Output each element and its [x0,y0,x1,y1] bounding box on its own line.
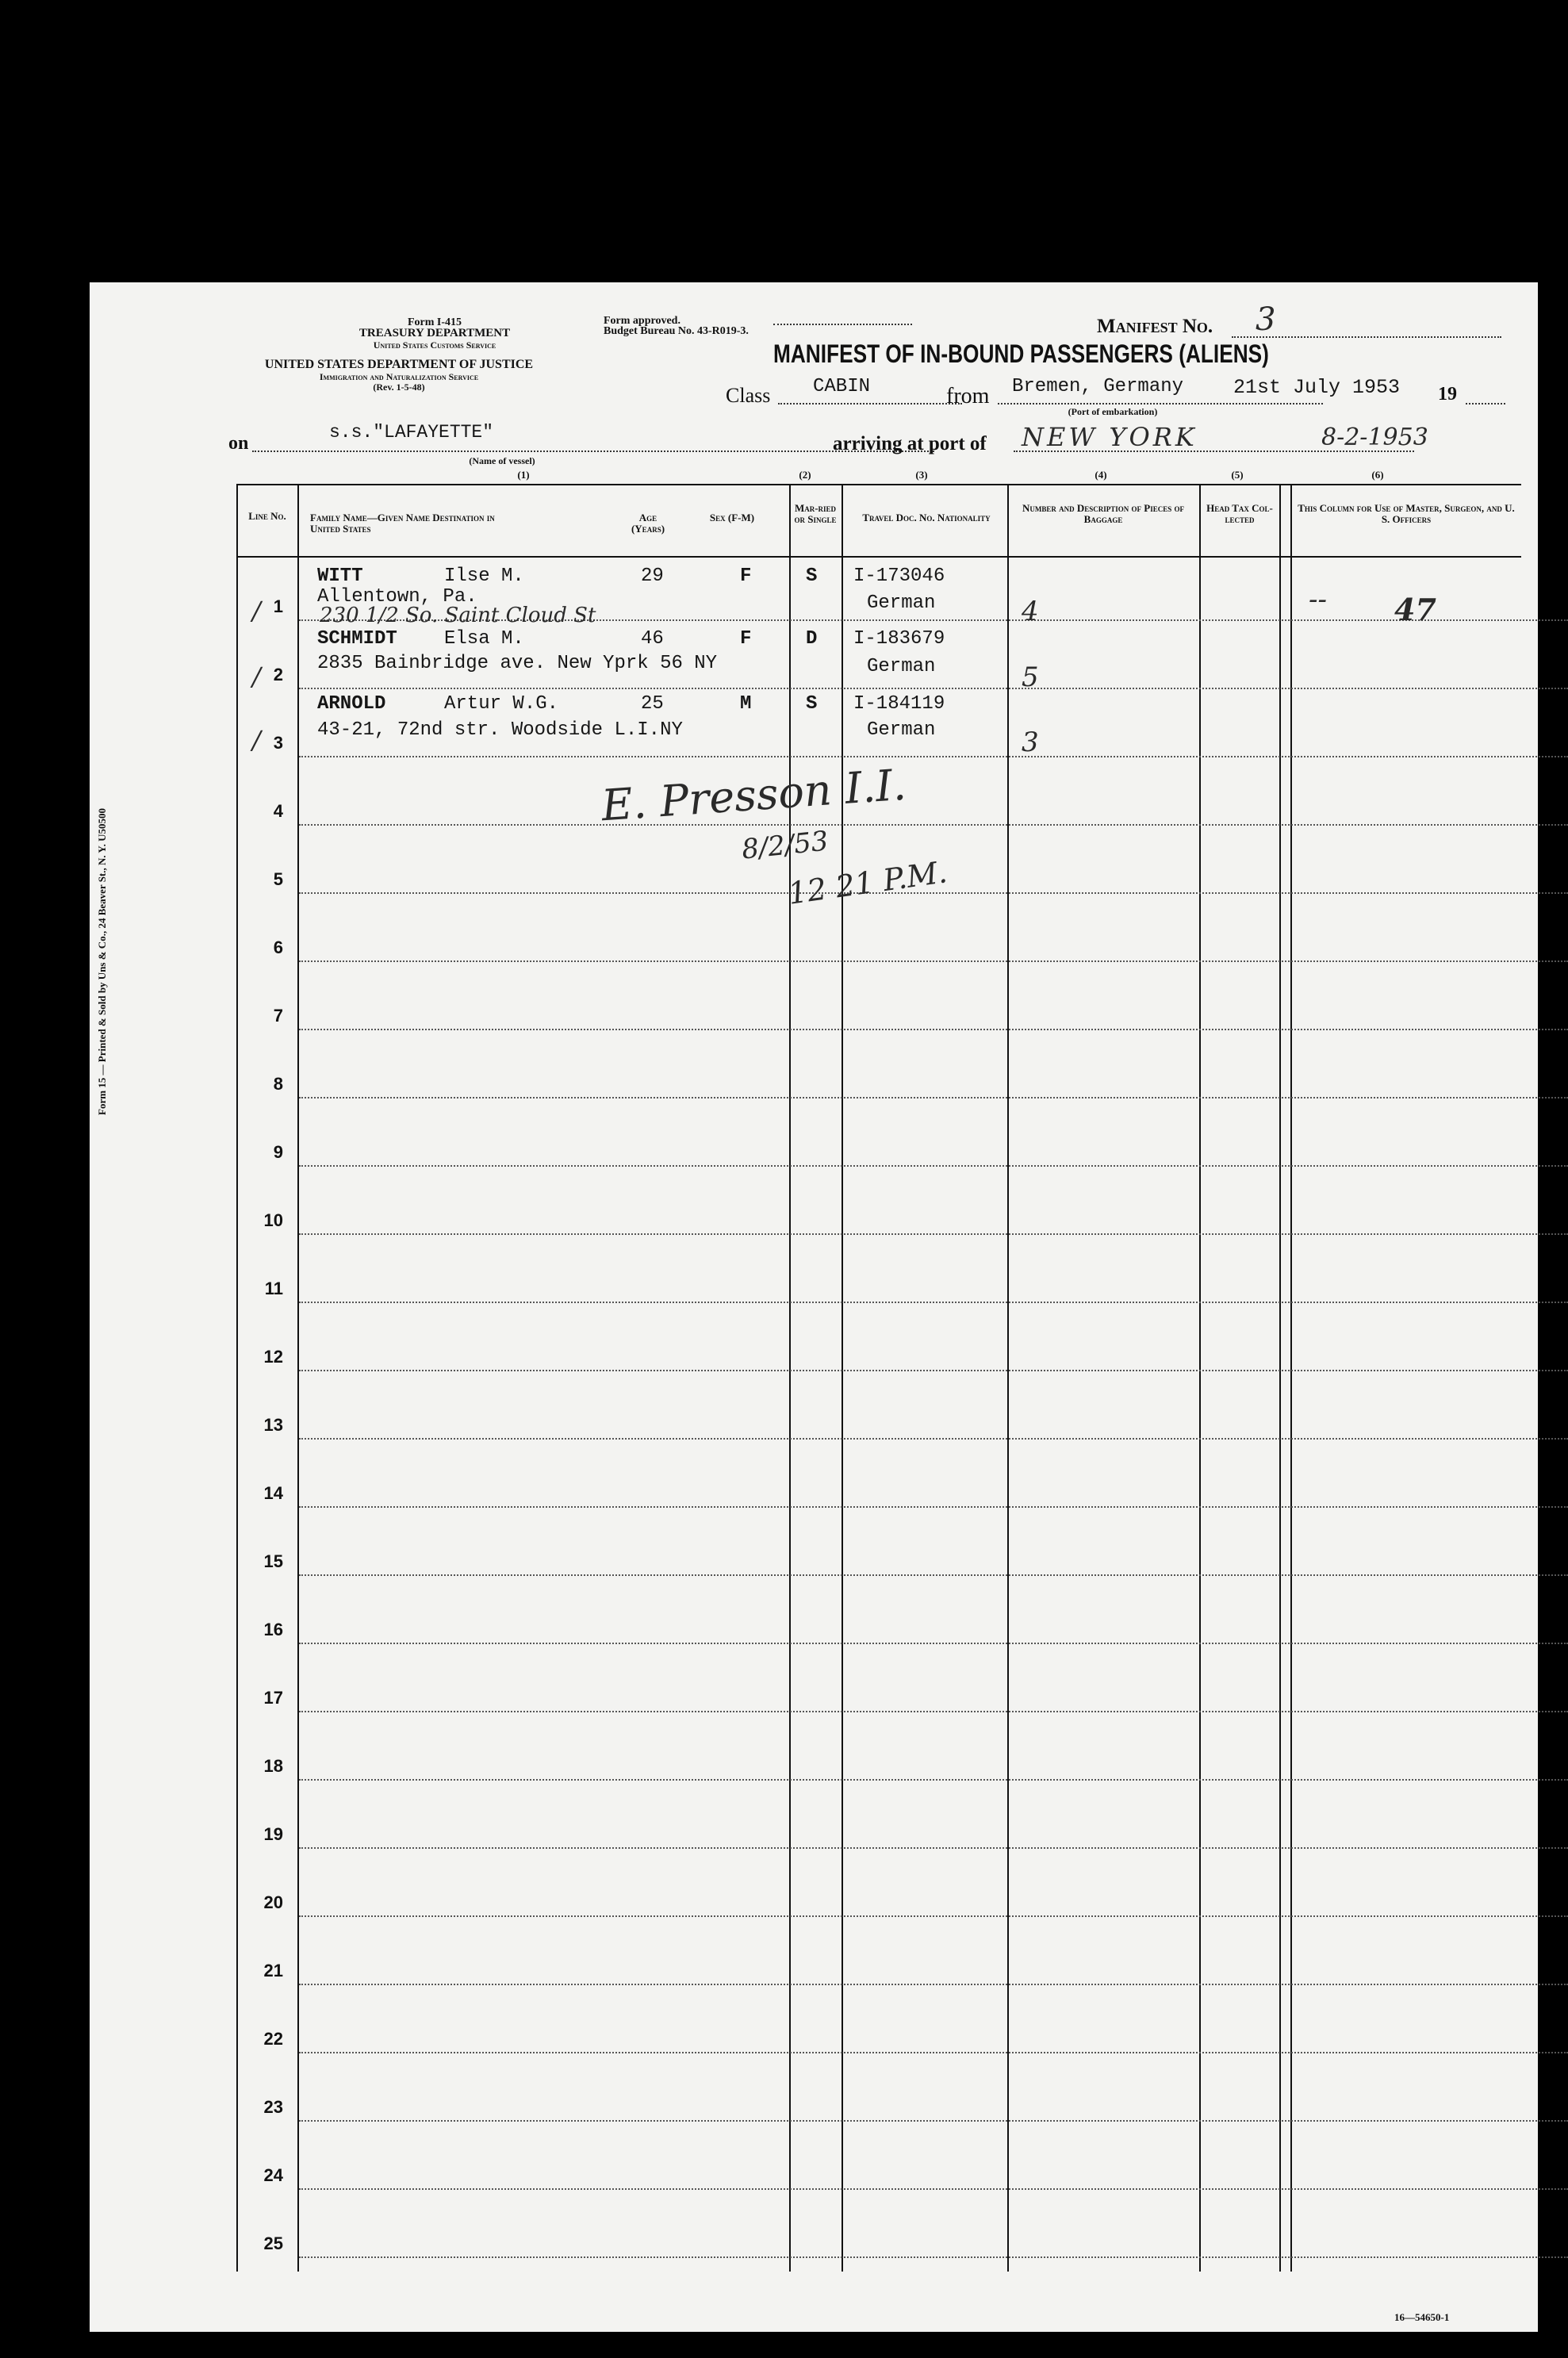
row-rule [299,892,1568,894]
line-number: 5 [273,869,283,889]
title-aliens: (ALIENS) [1179,339,1269,368]
header-married: Mar-ried or Single [794,502,837,525]
line-number: 3 [273,733,283,753]
line-number: 1 [273,596,283,616]
row-rule [299,1984,1568,1985]
passenger-2-nationality: German [867,656,936,677]
inspection-time: 12 21 P.M. [785,854,949,911]
justice-dept: UNITED STATES DEPARTMENT OF JUSTICE [264,358,534,371]
passenger-1-sex: F [740,566,752,587]
passenger-3-age: 25 [641,693,664,715]
passenger-1-nationality: German [867,592,936,614]
check-mark-icon: / [252,661,261,692]
row-rule [299,1165,1568,1167]
row-rule [299,1097,1568,1098]
line-number: 11 [264,1279,283,1298]
line-number: 25 [263,2233,283,2253]
ins-service: Immigration and Naturalization Service [319,371,479,382]
customs-service: United States Customs Service [373,339,496,351]
passenger-1-surname: WITT [317,566,363,587]
passenger-2-sex: F [740,628,752,650]
passenger-1-doc: I-173046 [853,566,945,587]
passenger-3-married: S [806,693,818,715]
line-number: 14 [263,1483,283,1503]
row-rule [299,1233,1568,1235]
line-number: 13 [263,1415,283,1435]
passenger-2-age: 46 [641,628,664,650]
line-number: 12 [263,1347,283,1367]
passenger-3-nationality: German [867,719,936,741]
passenger-1-destination: Allentown, Pa. [317,586,477,608]
passenger-1-married: S [806,566,818,587]
row-rule [299,824,1568,826]
row-rule [299,2188,1568,2190]
passenger-3-surname: ARNOLD [317,693,386,715]
row-rule [299,2052,1568,2053]
budget-bureau: Budget Bureau No. 43-R019-3. [604,325,749,337]
form-number: Form I-415 [407,316,462,328]
manifest-title [773,339,1269,369]
row-rule [299,1779,1568,1781]
row-rule [299,1711,1568,1712]
row-rule [299,1029,1568,1030]
passenger-2-surname: SCHMIDT [317,628,397,650]
row-rule [299,2120,1568,2122]
footer-code: 16—54650-1 [1394,2311,1450,2323]
line-number: 24 [263,2165,283,2185]
col-num-6: (6) [1371,469,1384,481]
inspection-date: 8/2/53 [740,825,830,866]
row-rule [299,960,1568,962]
passenger-1-baggage: 4 [1022,596,1039,627]
row-rule [299,756,1568,757]
header-line-no: Line No. [248,510,286,522]
from-label: from [946,384,990,408]
sailing-date: 21st July 1953 [1233,376,1401,399]
line-number: 20 [263,1892,283,1912]
arriving-port: NEW YORK [1022,422,1198,452]
line-number: 6 [273,937,283,957]
passenger-1-officer-mark: -- [1309,584,1327,615]
printer-side-text: Form 15 — Printed & Sold by Uns & Co., 24 Beaver St., N. Y. U50500 [96,808,108,1115]
row-rule [299,1302,1568,1303]
col-num-3: (3) [915,469,928,481]
passenger-3-baggage: 3 [1022,727,1039,758]
year-suffix: 19 [1438,384,1457,405]
col-num-1: (1) [517,469,530,481]
row-rule [299,1915,1568,1917]
passenger-1-age: 29 [641,566,664,587]
row-rule [299,1643,1568,1644]
passenger-2-baggage: 5 [1022,661,1039,693]
header-baggage: Number and Description of Pieces of Baggage [1022,502,1184,525]
header-sex: Sex (F-M) [709,512,755,523]
line-number: 15 [263,1551,283,1571]
manifest-no-value: 3 [1256,301,1276,338]
vessel-label: (Name of vessel) [469,455,535,466]
header-name: Family Name—Given Name Destination in United States [310,512,495,535]
line-number: 8 [273,1074,283,1094]
line-number: 16 [263,1620,283,1639]
class-label: Class [726,384,771,407]
passenger-1-officer-note: 47 [1394,592,1436,627]
passenger-2-married: D [806,628,818,650]
row-rule [299,2256,1568,2258]
header-age: Age (Years) [631,512,665,535]
vessel-name: s.s."LAFAYETTE" [329,422,494,443]
title-main: MANIFEST OF IN-BOUND PASSENGERS [773,339,1173,368]
arriving-date: 8-2-1953 [1321,424,1428,451]
header-head-tax: Head Tax Col-lected [1206,502,1273,525]
from-value: Bremen, Germany [1012,376,1184,397]
passenger-2-given: Elsa M. [444,628,524,650]
passenger-3-doc: I-184119 [853,693,945,715]
line-number: 4 [273,801,283,821]
header-officers: This Column for Use of Master, Surgeon, and U. S. Officers [1298,502,1515,525]
line-number: 21 [263,1961,283,1980]
col-num-4: (4) [1095,469,1107,481]
check-mark-icon: / [252,596,261,626]
passenger-2-doc: I-183679 [853,628,945,650]
row-rule [299,1847,1568,1849]
line-number: 22 [263,2029,283,2049]
line-number: 19 [263,1824,283,1844]
line-number: 18 [263,1756,283,1776]
treasury-dept: TREASURY DEPARTMENT [358,327,511,339]
row-rule [299,1506,1568,1508]
passenger-3-given: Artur W.G. [444,693,559,715]
passenger-3-destination: 43-21, 72nd str. Woodside L.I.NY [317,719,683,741]
passenger-1-given: Ilse M. [444,566,524,587]
col-num-2: (2) [799,469,811,481]
line-number: 9 [273,1142,283,1162]
line-number: 10 [263,1210,283,1230]
arriving-label: arriving at port of [833,433,987,454]
row-rule [299,1438,1568,1440]
on-label: on [228,433,249,454]
header-travel-doc: Travel Doc. No. Nationality [862,512,991,523]
passenger-2-destination: 2835 Bainbridge ave. New Yprk 56 NY [317,653,718,674]
row-rule [299,1574,1568,1576]
revision: (Rev. 1-5-48) [373,381,425,393]
passenger-3-sex: M [740,693,752,715]
line-number: 17 [263,1688,283,1708]
manifest-page [90,282,1538,2332]
line-number: 7 [273,1006,283,1026]
col-num-5: (5) [1231,469,1244,481]
inspector-signature: E. Presson I.I. [600,759,908,831]
manifest-no-label: Manifest No. [1097,316,1213,337]
form-approved: Form approved. [604,315,680,327]
check-mark-icon: / [252,725,261,755]
row-rule [299,688,1568,689]
port-embark-label: (Port of embarkation) [1068,406,1158,417]
passenger-1-dest-handwritten: 230 1/2 So. Saint Cloud St [320,604,596,627]
class-value: CABIN [813,376,871,397]
line-number: 23 [263,2097,283,2117]
line-number: 2 [273,665,283,684]
row-rule [299,1370,1568,1371]
